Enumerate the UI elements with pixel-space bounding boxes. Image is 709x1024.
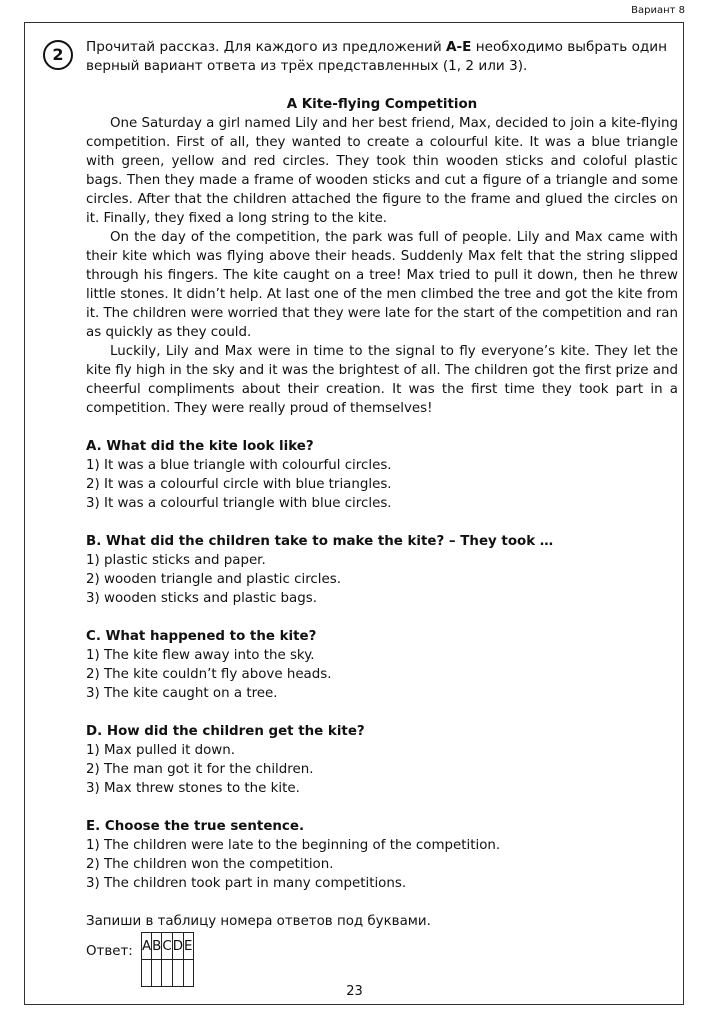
question-title: D. How did the children get the kite? (86, 724, 365, 739)
question-title: B. What did the children take to make the kite? – They took … (86, 534, 554, 549)
question-title: C. What happened to the kite? (86, 629, 317, 644)
story-paragraph: One Saturday a girl named Lily and her best friend, Max, decided to join a kite-flying competition. First of all, they wanted to create a colourful kite. It was a blue triangle with green, yellow and red circles. They took thin wooden sticks and coloful plastic bags. Then they made a frame of wooden sticks and cut a figure of a triangle and some circles. After that the children attached the figure to the frame and glued the circles on it. Finally, they fixed a long string to the kite. (86, 116, 678, 226)
task-instruction (86, 38, 678, 76)
answer-cell-d[interactable] (172, 960, 183, 987)
question-a (86, 437, 678, 513)
answer-option: 1) The kite flew away into the sky. (86, 648, 315, 663)
answer-option: 2) The man got it for the children. (86, 762, 314, 777)
instruction-text-start: Прочитай рассказ. Для каждого из предложений (86, 39, 447, 55)
answer-option: 1) Max pulled it down. (86, 743, 235, 758)
question-c (86, 627, 678, 703)
answer-table-inputs (142, 960, 194, 987)
answer-option: 2) The children won the competition. (86, 857, 334, 872)
instruction-range: A-E (446, 39, 472, 55)
answer-option: 2) It was a colourful circle with blue triangles. (86, 477, 392, 492)
answer-label: Ответ: (86, 944, 133, 959)
answer-column-a: A (142, 933, 152, 960)
answer-table (141, 932, 194, 987)
question-e (86, 817, 678, 893)
variant-label: Вариант 8 (631, 5, 685, 16)
answer-option: 3) Max threw stones to the kite. (86, 781, 300, 796)
question-d (86, 722, 678, 798)
answer-cell-c[interactable] (162, 960, 172, 987)
story-title: A Kite-flying Competition (286, 97, 478, 112)
answer-instruction: Запиши в таблицу номера ответов под буквами. (86, 914, 431, 929)
main-content (86, 95, 678, 931)
answer-option: 3) wooden sticks and plastic bags. (86, 591, 317, 606)
answer-table-header (142, 933, 194, 960)
question-b (86, 532, 678, 608)
answer-option: 3) The kite caught on a tree. (86, 686, 278, 701)
answer-column-d: D (172, 933, 183, 960)
answer-option: 1) It was a blue triangle with colourful circles. (86, 458, 392, 473)
answer-cell-a[interactable] (142, 960, 152, 987)
story-paragraph: Luckily, Lily and Max were in time to the signal to fly everyone’s kite. They let the kite fly high in the sky and it was the brightest of all. The children got the first prize and cheerful compliments about their creation. It was the first time they took part in a competition. They were really proud of themselves! (86, 344, 678, 416)
instruction-text-end: необходимо выбрать один верный вариант ответа из трёх представленных (1, 2 или 3). (86, 39, 668, 74)
story-paragraph: On the day of the competition, the park was full of people. Lily and Max came with their kite which was flying above their heads. Suddenly Max felt that the string slipped through his fingers. The kite caught on a tree! Max tried to pull it down, then he threw little stones. It didn’t help. At last one of the men climbed the tree and got the kite from it. The children were worried that they were late for the start of the competition and ran as quickly as they could. (86, 230, 678, 340)
question-title: E. Choose the true sentence. (86, 819, 305, 834)
answer-option: 3) The children took part in many competitions. (86, 876, 407, 891)
answer-cell-e[interactable] (184, 960, 193, 987)
answer-cell-b[interactable] (152, 960, 162, 987)
answer-column-b: B (152, 933, 162, 960)
answer-column-c: C (162, 933, 172, 960)
answer-option: 1) The children were late to the beginning of the competition. (86, 838, 501, 853)
page-number: 23 (346, 984, 363, 999)
answer-option: 2) wooden triangle and plastic circles. (86, 572, 341, 587)
answer-option: 3) It was a colourful triangle with blue circles. (86, 496, 392, 511)
question-title: A. What did the kite look like? (86, 439, 314, 454)
answer-column-e: E (184, 933, 193, 960)
task-number-badge: 2 (43, 40, 73, 70)
answer-option: 2) The kite couldn’t fly above heads. (86, 667, 332, 682)
answer-option: 1) plastic sticks and paper. (86, 553, 266, 568)
